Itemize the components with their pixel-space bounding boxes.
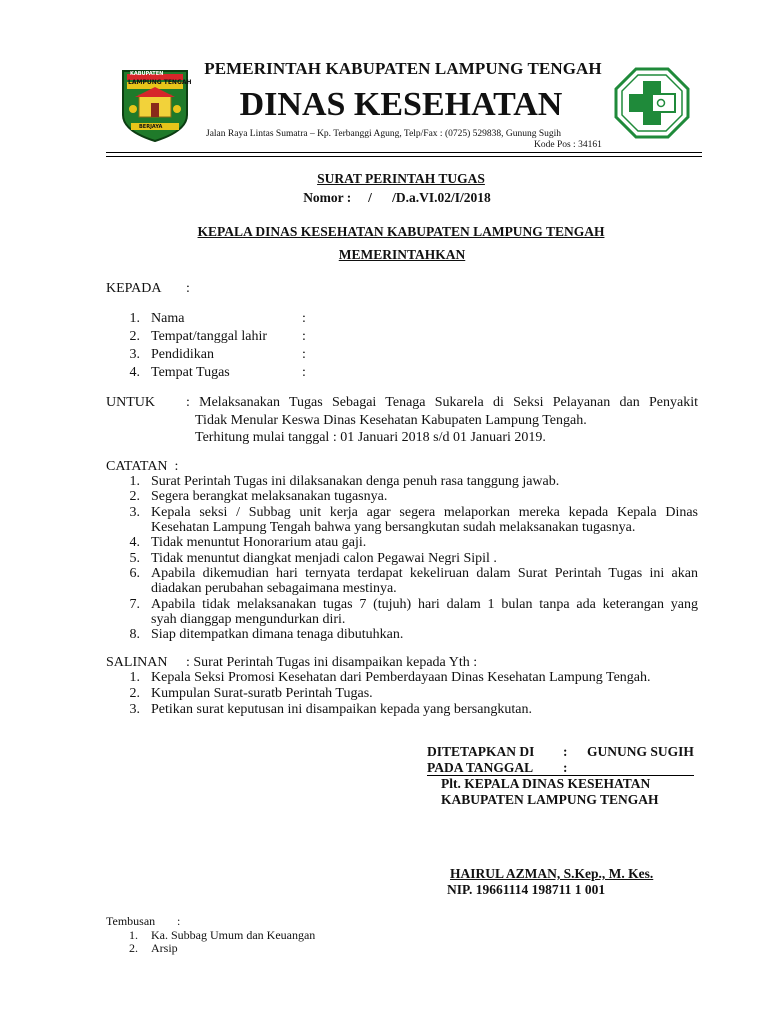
header-rule-top	[106, 152, 702, 153]
letter-title: SURAT PERINTAH TUGAS	[317, 171, 485, 186]
place-label: DITETAPKAN DI	[427, 744, 535, 759]
place-colon: :	[563, 744, 568, 759]
note-number: 5.	[129, 551, 140, 566]
note-item: Kepala seksi / Subbag unit kerja agar segera melaporkan mereka kepada Kepala Dinas	[151, 505, 698, 520]
purpose-label: UNTUK	[106, 395, 155, 410]
date-colon: :	[563, 760, 568, 775]
copies-label: SALINAN	[106, 655, 168, 670]
note-item-continued: Kesehatan Lampung Tengah bahwa yang bersangkutan sudah melaksanakan tugasnya.	[151, 520, 636, 535]
department-name: DINAS KESEHATAN	[239, 86, 563, 123]
copy-item: Kumpulan Surat-suratb Perintah Tugas.	[151, 686, 373, 701]
copy-number: 1.	[129, 670, 140, 685]
field-colon: :	[302, 365, 306, 380]
address-line: Jalan Raya Lintas Sumatra – Kp. Terbanggi Agung, Telp/Fax : (0725) 529838, Gunung Sugih	[206, 129, 562, 139]
field-birth-label: Tempat/tanggal lahir	[151, 329, 268, 344]
note-item: Segera berangkat melaksanakan tugasnya.	[151, 489, 388, 504]
recipient-label: KEPADA	[106, 281, 162, 296]
field-colon: :	[302, 311, 306, 326]
field-education-label: Pendidikan	[151, 347, 214, 362]
logo-left-banner-text: LAMPUNG TENGAH	[128, 79, 192, 86]
government-name: PEMERINTAH KABUPATEN LAMPUNG TENGAH	[204, 59, 602, 78]
note-item: Tidak menuntut diangkat menjadi calon Pegawai Negri Sipil .	[151, 551, 497, 566]
note-number: 1.	[129, 474, 140, 489]
header-rule-bottom	[106, 156, 702, 157]
notes-label: CATATAN :	[106, 459, 179, 474]
cc-colon: :	[177, 914, 181, 928]
cc-number: 1.	[129, 928, 138, 942]
field-number: 3.	[129, 347, 140, 362]
cc-item: Arsip	[151, 941, 178, 955]
field-name-label: Nama	[151, 311, 185, 326]
copy-item: Kepala Seksi Promosi Kesehatan dari Pemberdayaan Dinas Kesehatan Lampung Tengah.	[151, 670, 651, 685]
copies-intro: : Surat Perintah Tugas ini disampaikan kepada Yth :	[186, 655, 478, 670]
copy-number: 2.	[129, 686, 140, 701]
instruction-heading: MEMERINTAHKAN	[338, 247, 466, 262]
cc-item: Ka. Subbag Umum dan Keuangan	[151, 928, 316, 942]
purpose-line-1: : Melaksanakan Tugas Sebagai Tenaga Sukarela di Seksi Pelayanan dan Penyakit	[186, 395, 698, 410]
field-workplace-label: Tempat Tugas	[151, 365, 230, 380]
note-number: 7.	[129, 597, 140, 612]
note-item: Surat Perintah Tugas ini dilaksanakan denga penuh rasa tanggung jawab.	[151, 474, 560, 489]
note-number: 3.	[129, 505, 140, 520]
postal-code: Kode Pos : 34161	[534, 140, 602, 150]
letter-number: Nomor : / /D.a.VI.02/I/2018	[303, 190, 491, 205]
copy-number: 3.	[129, 702, 140, 717]
cc-label: Tembusan	[106, 914, 156, 928]
note-item: Siap ditempatkan dimana tenaga dibutuhkan.	[151, 627, 404, 642]
purpose-line-2: Tidak Menular Keswa Dinas Kesehatan Kabupaten Lampung Tengah.	[195, 413, 587, 428]
note-item: Tidak menuntut Honorarium atau gaji.	[151, 535, 367, 550]
signer-nip: NIP. 19661114 198711 1 001	[447, 882, 606, 897]
note-number: 2.	[129, 489, 140, 504]
note-item-continued: diadakan perubahan sebagaimana mestinya.	[151, 581, 397, 596]
note-item: Apabila tidak melaksanakan tugas 7 (tujuh) hari dalam 1 bulan tanpa ada keterangan yang	[151, 597, 698, 612]
place-value: GUNUNG SUGIH	[587, 744, 694, 759]
signer-name: HAIRUL AZMAN, S.Kep., M. Kes.	[450, 866, 654, 881]
note-number: 4.	[129, 535, 140, 550]
signer-position-1: Plt. KEPALA DINAS KESEHATAN	[441, 776, 651, 791]
field-number: 4.	[129, 365, 140, 380]
date-label: PADA TANGGAL	[427, 760, 534, 775]
purpose-line-3: Terhitung mulai tanggal : 01 Januari 2018 s/d 01 Januari 2019.	[195, 430, 546, 445]
note-number: 6.	[129, 566, 140, 581]
field-number: 2.	[129, 329, 140, 344]
issuer-heading: KEPALA DINAS KESEHATAN KABUPATEN LAMPUNG TENGAH	[197, 224, 605, 239]
note-item-continued: syah dianggap mengundurkan diri.	[151, 612, 346, 627]
field-number: 1.	[129, 311, 140, 326]
signer-position-2: KABUPATEN LAMPUNG TENGAH	[441, 792, 659, 807]
health-cross-logo	[614, 67, 690, 139]
note-number: 8.	[129, 627, 140, 642]
cc-number: 2.	[129, 941, 138, 955]
logo-left-text-bottom: BERJAYA	[139, 124, 163, 130]
logo-left-text-top: KABUPATEN	[130, 71, 164, 77]
note-item: Apabila dikemudian hari ternyata terdapat kekeliruan dalam Surat Perintah Tugas ini akan	[151, 566, 698, 581]
field-colon: :	[302, 347, 306, 362]
recipient-colon: :	[186, 281, 190, 296]
field-colon: :	[302, 329, 306, 344]
copy-item: Petikan surat keputusan ini disampaikan kepada yang bersangkutan.	[151, 702, 533, 717]
